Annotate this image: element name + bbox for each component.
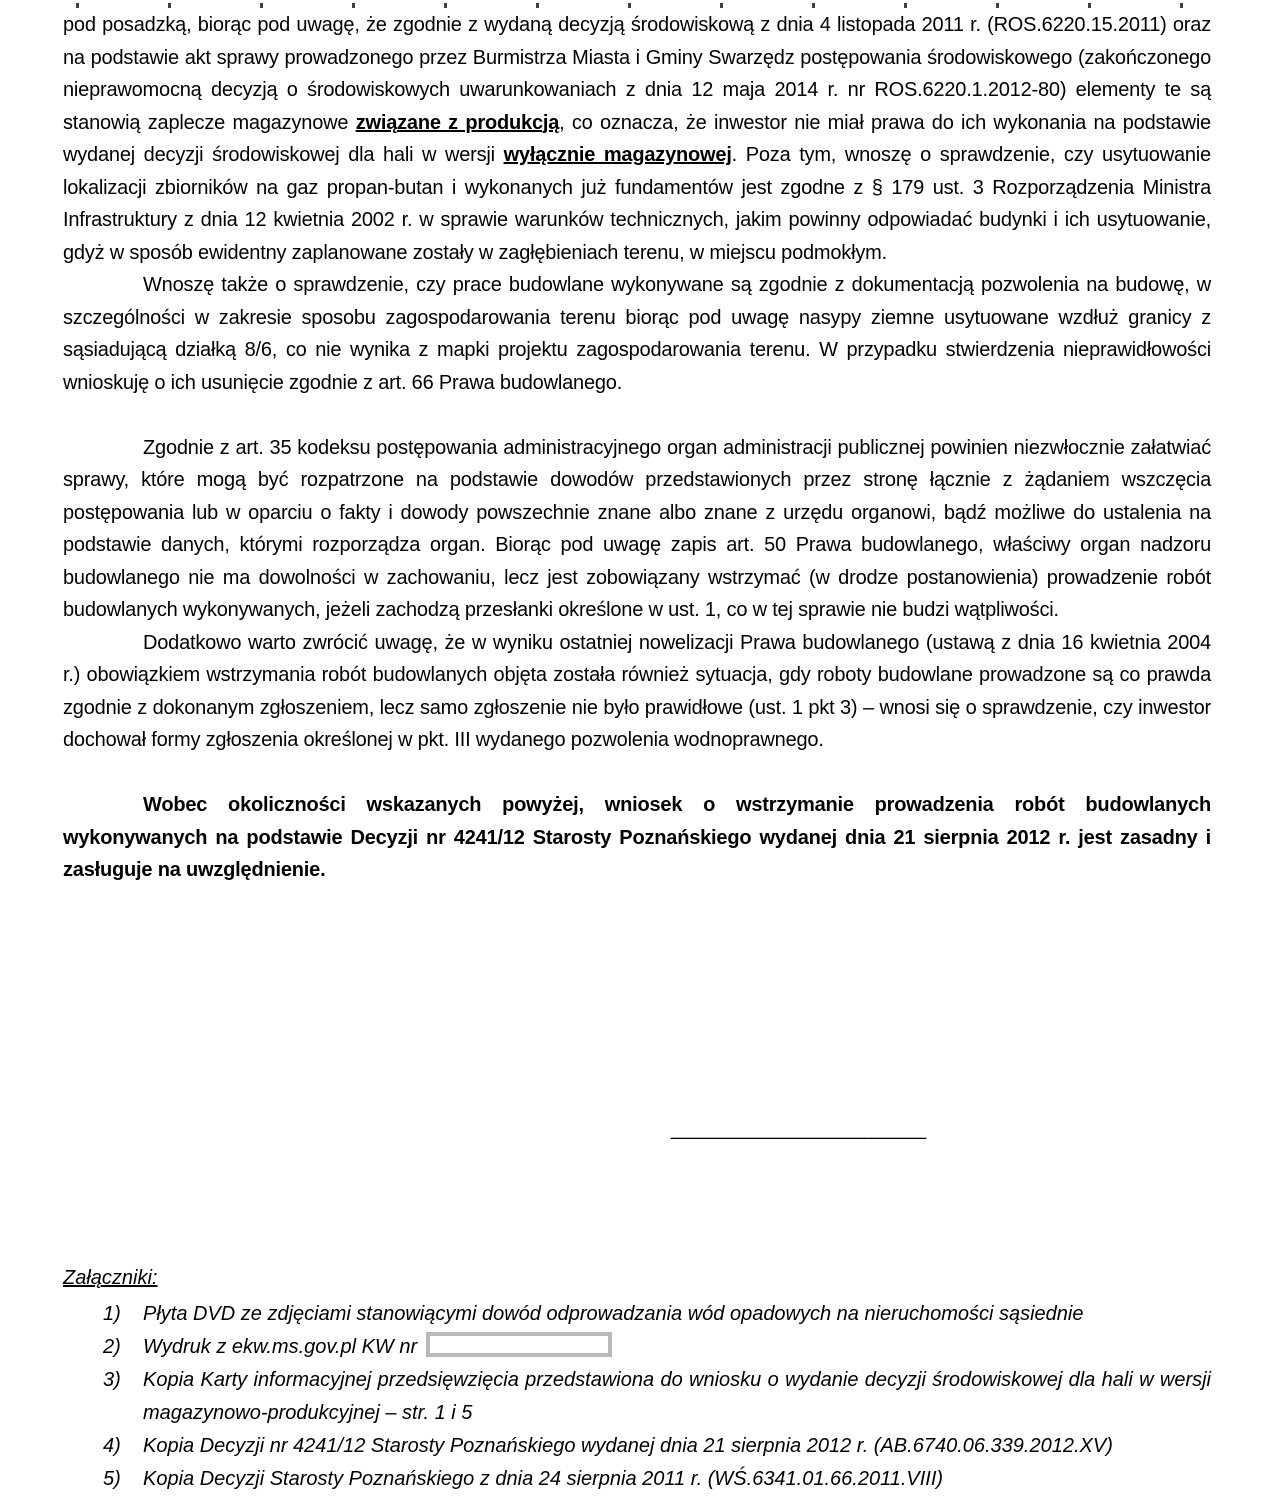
- body-text: Wnoszę także o sprawdzenie, czy prace budowlane wykonywane są zgodnie z dokumentacją pozwolenia na budowę, w szczególności w zakresie sposobu zagospodarowania terenu biorąc pod uwagę nasypy ziemne usytuowane wzdłuż granicy z sąsiadującą działką 8/6, co nie wynika z mapki projektu zagospodarowania terenu. W przypadku stwierdzenia nieprawidłowości wnioskuję o ich usunięcie zgodnie z art. 66 Prawa budowlanego.: [63, 274, 1211, 394]
- emphasized-text: wyłącznie magazynowej: [503, 144, 732, 166]
- attachment-number: 3): [103, 1369, 121, 1391]
- attachment-text: [143, 1430, 1211, 1463]
- attachments-header: Załączniki:: [63, 1267, 158, 1289]
- redacted-field: [426, 1332, 612, 1357]
- attachment-label: Kopia Karty informacyjnej przedsięwzięcia przedstawiona do wniosku o wydanie decyzji środowiskowej dla hali w wersji magazynowo-produkcyjnej – str. 1 i 5: [143, 1369, 1211, 1424]
- document-body: [63, 9, 1211, 887]
- attachment-number: 5): [103, 1468, 121, 1490]
- attachment-label: Płyta DVD ze zdjęciami stanowiącymi dowód odprowadzania wód opadowych na nieruchomości sąsiednie: [143, 1303, 1084, 1325]
- signature-line: ______________________: [671, 1118, 927, 1140]
- attachment-label: Wydruk z ekw.ms.gov.pl KW nr: [143, 1336, 418, 1358]
- paragraph-conclusion: [63, 789, 1211, 887]
- emphasized-text: związane z produkcją: [355, 111, 560, 134]
- attachment-item: [63, 1430, 1211, 1463]
- attachment-text: [143, 1331, 1211, 1364]
- attachment-item: [63, 1298, 1211, 1331]
- body-text: Wobec okoliczności wskazanych powyżej, wniosek o wstrzymanie prowadzenia robót budowlanych wykonywanych na podstawie Decyzji nr 4241/12 Starosty Poznańskiego wydanej dnia 21 sierpnia 2012 r. jest zasadny i zasługuje na uwzględnienie.: [63, 794, 1211, 881]
- paragraph-1: [63, 9, 1211, 269]
- attachment-item: [63, 1331, 1211, 1364]
- attachment-number: 2): [103, 1336, 121, 1358]
- attachment-number: 1): [103, 1303, 121, 1325]
- body-text: Dodatkowo warto zwrócić uwagę, że w wyniku ostatniej nowelizacji Prawa budowlanego (ustawą z dnia 16 kwietnia 2004 r.) obowiązkiem wstrzymania robót budowlanych objęta została również sytuacja, gdy roboty budowlane prowadzone są co prawda zgodnie z dokonanym zgłoszeniem, lecz samo zgłoszenie nie było prawidłowe (ust. 1 pkt 3) – wnosi się o sprawdzenie, czy inwestor dochował formy zgłoszenia określonej w pkt. III wydanego pozwolenia wodnoprawnego.: [63, 631, 1211, 751]
- attachments-section: [63, 1262, 1211, 1496]
- attachment-item: [63, 1364, 1211, 1430]
- attachment-text: [143, 1364, 1211, 1430]
- paragraph-3: [63, 432, 1211, 627]
- body-text: pod posadzką, biorąc pod uwagę, że zgodnie z wydaną decyzją środowiskową z dnia 4 listopada 2011 r. (ROS.6220.15.2011) oraz na podstawie akt sprawy prowadzonego przez Burmistrza Miasta i Gminy Swarzędz postępowania środowiskowego (zakończonego nieprawomocną decyzją o środowiskowych uwarunkowaniach z dnia 12 maja 2014 r. nr ROS.6220.1.2012-80) elementy te są stanowią zaplecze magazynowe: [63, 14, 1211, 134]
- blank-line: [63, 757, 1211, 790]
- paragraph-4: [63, 627, 1211, 757]
- attachment-label: Kopia Decyzji Starosty Poznańskiego z dnia 24 sierpnia 2011 r. (WŚ.6341.01.66.2011.VIII): [143, 1468, 944, 1490]
- body-text: . Poza tym, wnoszę o sprawdzenie, czy usytuowanie lokalizacji zbiorników na gaz propan-butan i wykonanych już fundamentów jest zgodne z § 179 ust. 3 Rozporządzenia Ministra Infrastruktury z dnia 12 kwietnia 2002 r. w sprawie warunków technicznych, jakim powinny odpowiadać budynki i ich usytuowanie, gdyż w sposób ewidentny zaplanowane zostały w zagłębieniach terenu, w miejscu podmokłym.: [63, 144, 1211, 264]
- paragraph-2: [63, 269, 1211, 399]
- body-text: , co oznacza, że inwestor nie miał prawa do ich wykonania na podstawie wydanej decyzji środowiskowej dla hali w wersji: [63, 111, 1211, 166]
- attachment-label: Kopia Decyzji nr 4241/12 Starosty Poznańskiego wydanej dnia 21 sierpnia 2012 r. (AB.6740.06.339.2012.XV): [143, 1435, 1113, 1457]
- attachments-list: [63, 1298, 1211, 1496]
- body-text: Zgodnie z art. 35 kodeksu postępowania administracyjnego organ administracji publicznej powinien niezwłocznie załatwiać sprawy, które mogą być rozpatrzone na podstawie dowodów przedstawionych przez stronę łącznie z żądaniem wszczęcia postępowania lub w oparciu o fakty i dowody powszechnie znane albo znane z urzędu organowi, bądź możliwe do ustalenia na podstawie danych, którymi rozporządza organ. Biorąc pod uwagę zapis art. 50 Prawa budowlanego, właściwy organ nadzoru budowlanego nie ma dowolności w zachowaniu, lecz jest zobowiązany wstrzymać (w drodze postanowienia) prowadzenie robót budowlanych wykonywanych, jeżeli zachodzą przesłanki określone w ust. 1, co w tej sprawie nie budzi wątpliwości.: [63, 436, 1211, 621]
- attachment-text: [143, 1298, 1211, 1331]
- blank-line: [63, 399, 1211, 432]
- cut-off-text-remnants: [76, 3, 1197, 8]
- attachment-number: 4): [103, 1435, 121, 1457]
